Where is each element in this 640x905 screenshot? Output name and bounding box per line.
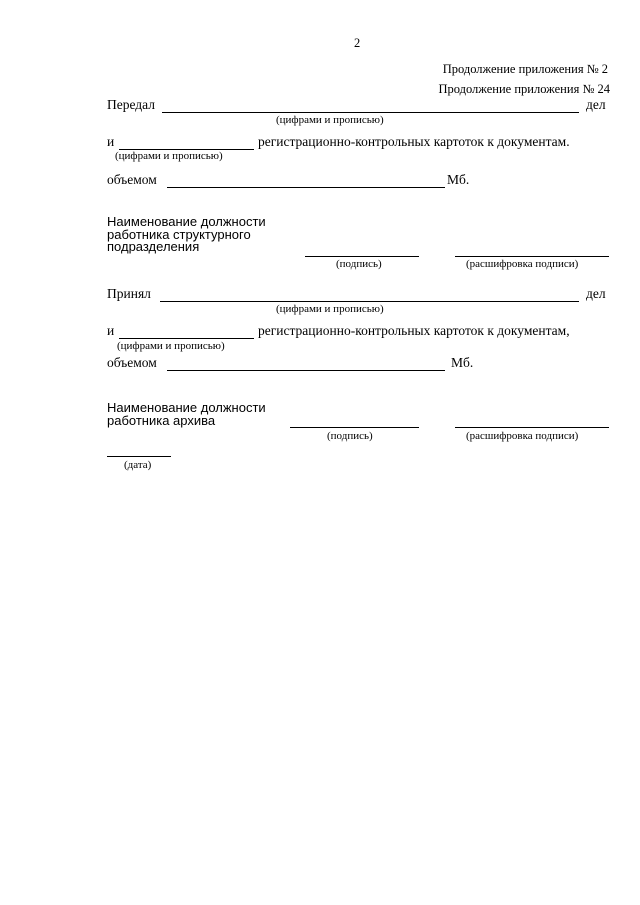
- accept-cards-field[interactable]: [119, 338, 254, 339]
- transfer-label: Передал: [107, 97, 156, 112]
- accept-volume-label: объемом: [107, 355, 157, 370]
- accept-volume-unit: Мб.: [451, 355, 474, 370]
- continuation-header-2: Продолжение приложения № 24: [438, 82, 610, 96]
- accept-volume-field[interactable]: [167, 370, 445, 371]
- transfer-cards-hint: (цифрами и прописью): [115, 150, 223, 162]
- transfer-count-field[interactable]: [162, 112, 579, 113]
- transfer-volume-unit: Мб.: [447, 172, 470, 187]
- accept-cards-text: регистрационно-контрольных картоток к документам,: [258, 323, 570, 338]
- accept-date-hint: (дата): [124, 459, 152, 471]
- accept-label: Принял: [107, 286, 151, 301]
- accept-signature-hint: (подпись): [327, 430, 373, 442]
- accept-and-label: и: [107, 323, 115, 338]
- transfer-decoding-hint: (расшифровка подписи): [466, 258, 579, 270]
- transfer-cards-text: регистрационно-контрольных картоток к документам.: [258, 134, 570, 149]
- accept-count-field[interactable]: [160, 301, 579, 302]
- transfer-and-label: и: [107, 134, 115, 149]
- transfer-position-title: Наименование должности работника структурного подразделения: [107, 214, 266, 254]
- accept-decoding-hint: (расшифровка подписи): [466, 430, 579, 442]
- accept-decoding-field[interactable]: [455, 427, 609, 428]
- accept-date-field[interactable]: [107, 456, 171, 457]
- accept-unit-label: дел: [586, 286, 606, 301]
- transfer-signature-hint: (подпись): [336, 258, 382, 270]
- transfer-signature-field[interactable]: [305, 256, 419, 257]
- transfer-volume-label: объемом: [107, 172, 157, 187]
- transfer-volume-field[interactable]: [167, 187, 445, 188]
- transfer-decoding-field[interactable]: [455, 256, 609, 257]
- accept-cards-hint: (цифрами и прописью): [117, 340, 225, 352]
- accept-signature-field[interactable]: [290, 427, 419, 428]
- accept-position-title: Наименование должности работника архива: [107, 400, 266, 428]
- continuation-header-1: Продолжение приложения № 2: [442, 62, 608, 76]
- transfer-unit-label: дел: [586, 97, 606, 112]
- page-number: 2: [354, 36, 361, 50]
- transfer-count-hint: (цифрами и прописью): [276, 114, 384, 126]
- accept-count-hint: (цифрами и прописью): [276, 303, 384, 315]
